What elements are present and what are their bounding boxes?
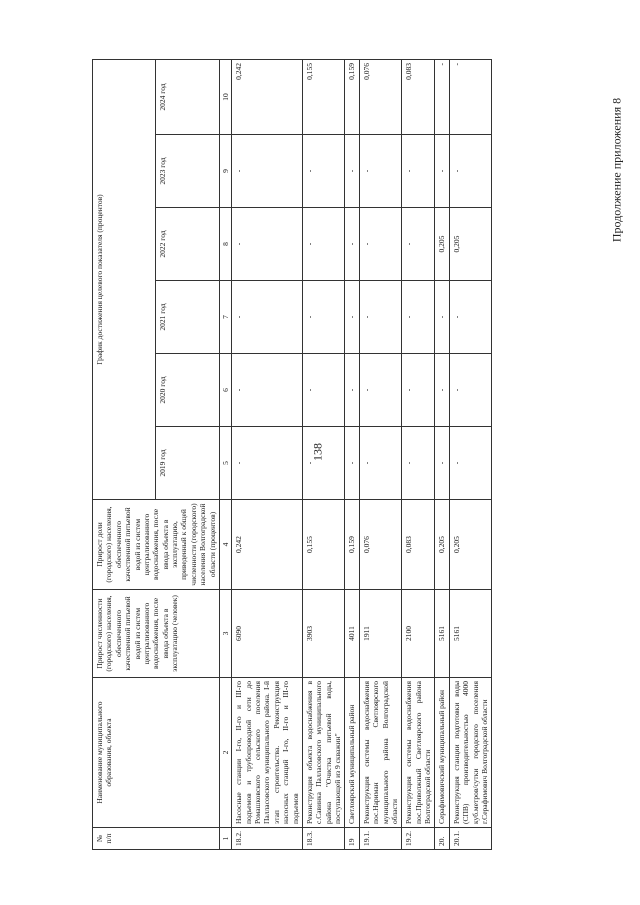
row-share: 0,159: [345, 500, 359, 590]
column-number: 6: [219, 354, 231, 427]
row-name: Реконструкция объекта водоснабжения в с.Савинка Палласовского муниципального района "Очистка питьевой воды, поступающей из 9 скважин": [302, 678, 345, 828]
table-row: [302, 60, 345, 850]
table-row: [345, 60, 359, 850]
row-people: 1911: [359, 590, 402, 678]
row-people: 5161: [435, 590, 449, 678]
table-row: [435, 60, 449, 850]
column-number: 4: [219, 500, 231, 590]
column-number: 8: [219, 208, 231, 281]
row-number: 18.2.: [232, 828, 303, 850]
rotated-table-area: [92, 60, 612, 850]
column-number: 2: [219, 678, 231, 828]
table-row: [402, 60, 435, 850]
row-2024: 0,155: [302, 60, 345, 135]
row-name: Насосные станции I-го, II-го и III-го подъемов и трубопроводной сети до Ромашковского сельского поселения Палласовского муниципального района. I-й этап строительства. Реконструкция насосных станций I-го, II-го и III-го подъемов: [232, 678, 303, 828]
row-2019: -: [232, 427, 303, 500]
column-number: 7: [219, 281, 231, 354]
header-no: № п/п: [93, 828, 220, 850]
row-2019: -: [359, 427, 402, 500]
row-2023: -: [449, 135, 492, 208]
row-number: 20.: [435, 828, 449, 850]
row-people: 2100: [402, 590, 435, 678]
row-2023: -: [402, 135, 435, 208]
row-2019: -: [302, 427, 345, 500]
header-name: Наименование муниципального образования, объекта: [93, 678, 220, 828]
row-number: 20.1.: [449, 828, 492, 850]
row-2024: 0,242: [232, 60, 303, 135]
row-people: 4011: [345, 590, 359, 678]
row-2024: 0,159: [345, 60, 359, 135]
row-2020: -: [449, 354, 492, 427]
row-2021: -: [232, 281, 303, 354]
row-2021: -: [345, 281, 359, 354]
row-people: 6090: [232, 590, 303, 678]
row-2021: -: [302, 281, 345, 354]
targets-table: [92, 59, 492, 850]
row-2020: -: [435, 354, 449, 427]
row-2023: -: [435, 135, 449, 208]
row-name: Светлоярский муниципальный район: [345, 678, 359, 828]
row-2022: -: [345, 208, 359, 281]
continuation-heading: Продолжение приложения 8: [609, 97, 624, 243]
row-number: 19: [345, 828, 359, 850]
row-name: Реконструкция системы водоснабжения пос.Нариман Светлоярского муниципального района Волгоградской области: [359, 678, 402, 828]
row-share: 0,205: [449, 500, 492, 590]
header-year: 2019 год: [156, 427, 219, 500]
row-2022: 0,205: [435, 208, 449, 281]
row-2019: -: [435, 427, 449, 500]
column-number: 3: [219, 590, 231, 678]
row-number: 19.2.: [402, 828, 435, 850]
row-2023: -: [359, 135, 402, 208]
row-name: Серафимовичский муниципальный район: [435, 678, 449, 828]
page-number: 138: [310, 443, 325, 461]
row-2022: -: [302, 208, 345, 281]
header-growth-people: Прирост численности (городского) населения, обеспеченного качественной питьевой водой из систем централизованного водоснабжения, после ввода объекта в эксплуатацию (человек): [93, 590, 220, 678]
row-2023: -: [232, 135, 303, 208]
header-year: 2021 год: [156, 281, 219, 354]
column-number: 5: [219, 427, 231, 500]
column-number-row: [219, 60, 231, 850]
row-2019: -: [402, 427, 435, 500]
row-2022: -: [232, 208, 303, 281]
row-2021: -: [359, 281, 402, 354]
table-row: [449, 60, 492, 850]
row-2019: -: [345, 427, 359, 500]
row-2021: -: [402, 281, 435, 354]
row-2023: -: [302, 135, 345, 208]
row-2020: -: [359, 354, 402, 427]
row-2024: -: [449, 60, 492, 135]
header-growth-share: Прирост доли (городского) населения, обеспеченного качественной питьевой водой из систем централизованного водоснабжения, после ввода объекта в эксплуатацию, приведенный к общей численности (городского) населения Волгоградской области (процентов): [93, 500, 220, 590]
row-2024: 0,083: [402, 60, 435, 135]
column-number: 9: [219, 135, 231, 208]
row-people: 5161: [449, 590, 492, 678]
row-share: 0,076: [359, 500, 402, 590]
row-2020: -: [402, 354, 435, 427]
table-row: [359, 60, 402, 850]
row-2021: -: [449, 281, 492, 354]
header-year: 2022 год: [156, 208, 219, 281]
header-year: 2023 год: [156, 135, 219, 208]
header-year: 2024 год: [156, 60, 219, 135]
column-number: 10: [219, 60, 231, 135]
row-2022: 0,205: [449, 208, 492, 281]
row-share: 0,083: [402, 500, 435, 590]
row-2020: -: [232, 354, 303, 427]
row-2022: -: [359, 208, 402, 281]
row-2020: -: [302, 354, 345, 427]
header-schedule: График достижения целевого показателя (процентов): [93, 60, 156, 500]
row-2021: -: [435, 281, 449, 354]
row-2020: -: [345, 354, 359, 427]
row-2024: -: [435, 60, 449, 135]
row-2023: -: [345, 135, 359, 208]
row-number: 18.3.: [302, 828, 345, 850]
column-number: 1: [219, 828, 231, 850]
row-2022: -: [402, 208, 435, 281]
row-people: 3903: [302, 590, 345, 678]
row-name: Реконструкция системы водоснабжения пос.Приволжный Светлоярского района Волгоградской области: [402, 678, 435, 828]
table-wrapper: [92, 60, 612, 850]
row-2019: -: [449, 427, 492, 500]
row-number: 19.1.: [359, 828, 402, 850]
table-row: [232, 60, 303, 850]
row-share: 0,155: [302, 500, 345, 590]
header-year: 2020 год: [156, 354, 219, 427]
row-share: 0,205: [435, 500, 449, 590]
row-name: Реконструкция станции подготовки воды (СПВ) производительностью 4000 куб.метров/сутки городского поселения г.Серафимович Волгоградской области: [449, 678, 492, 828]
row-share: 0,242: [232, 500, 303, 590]
row-2024: 0,076: [359, 60, 402, 135]
